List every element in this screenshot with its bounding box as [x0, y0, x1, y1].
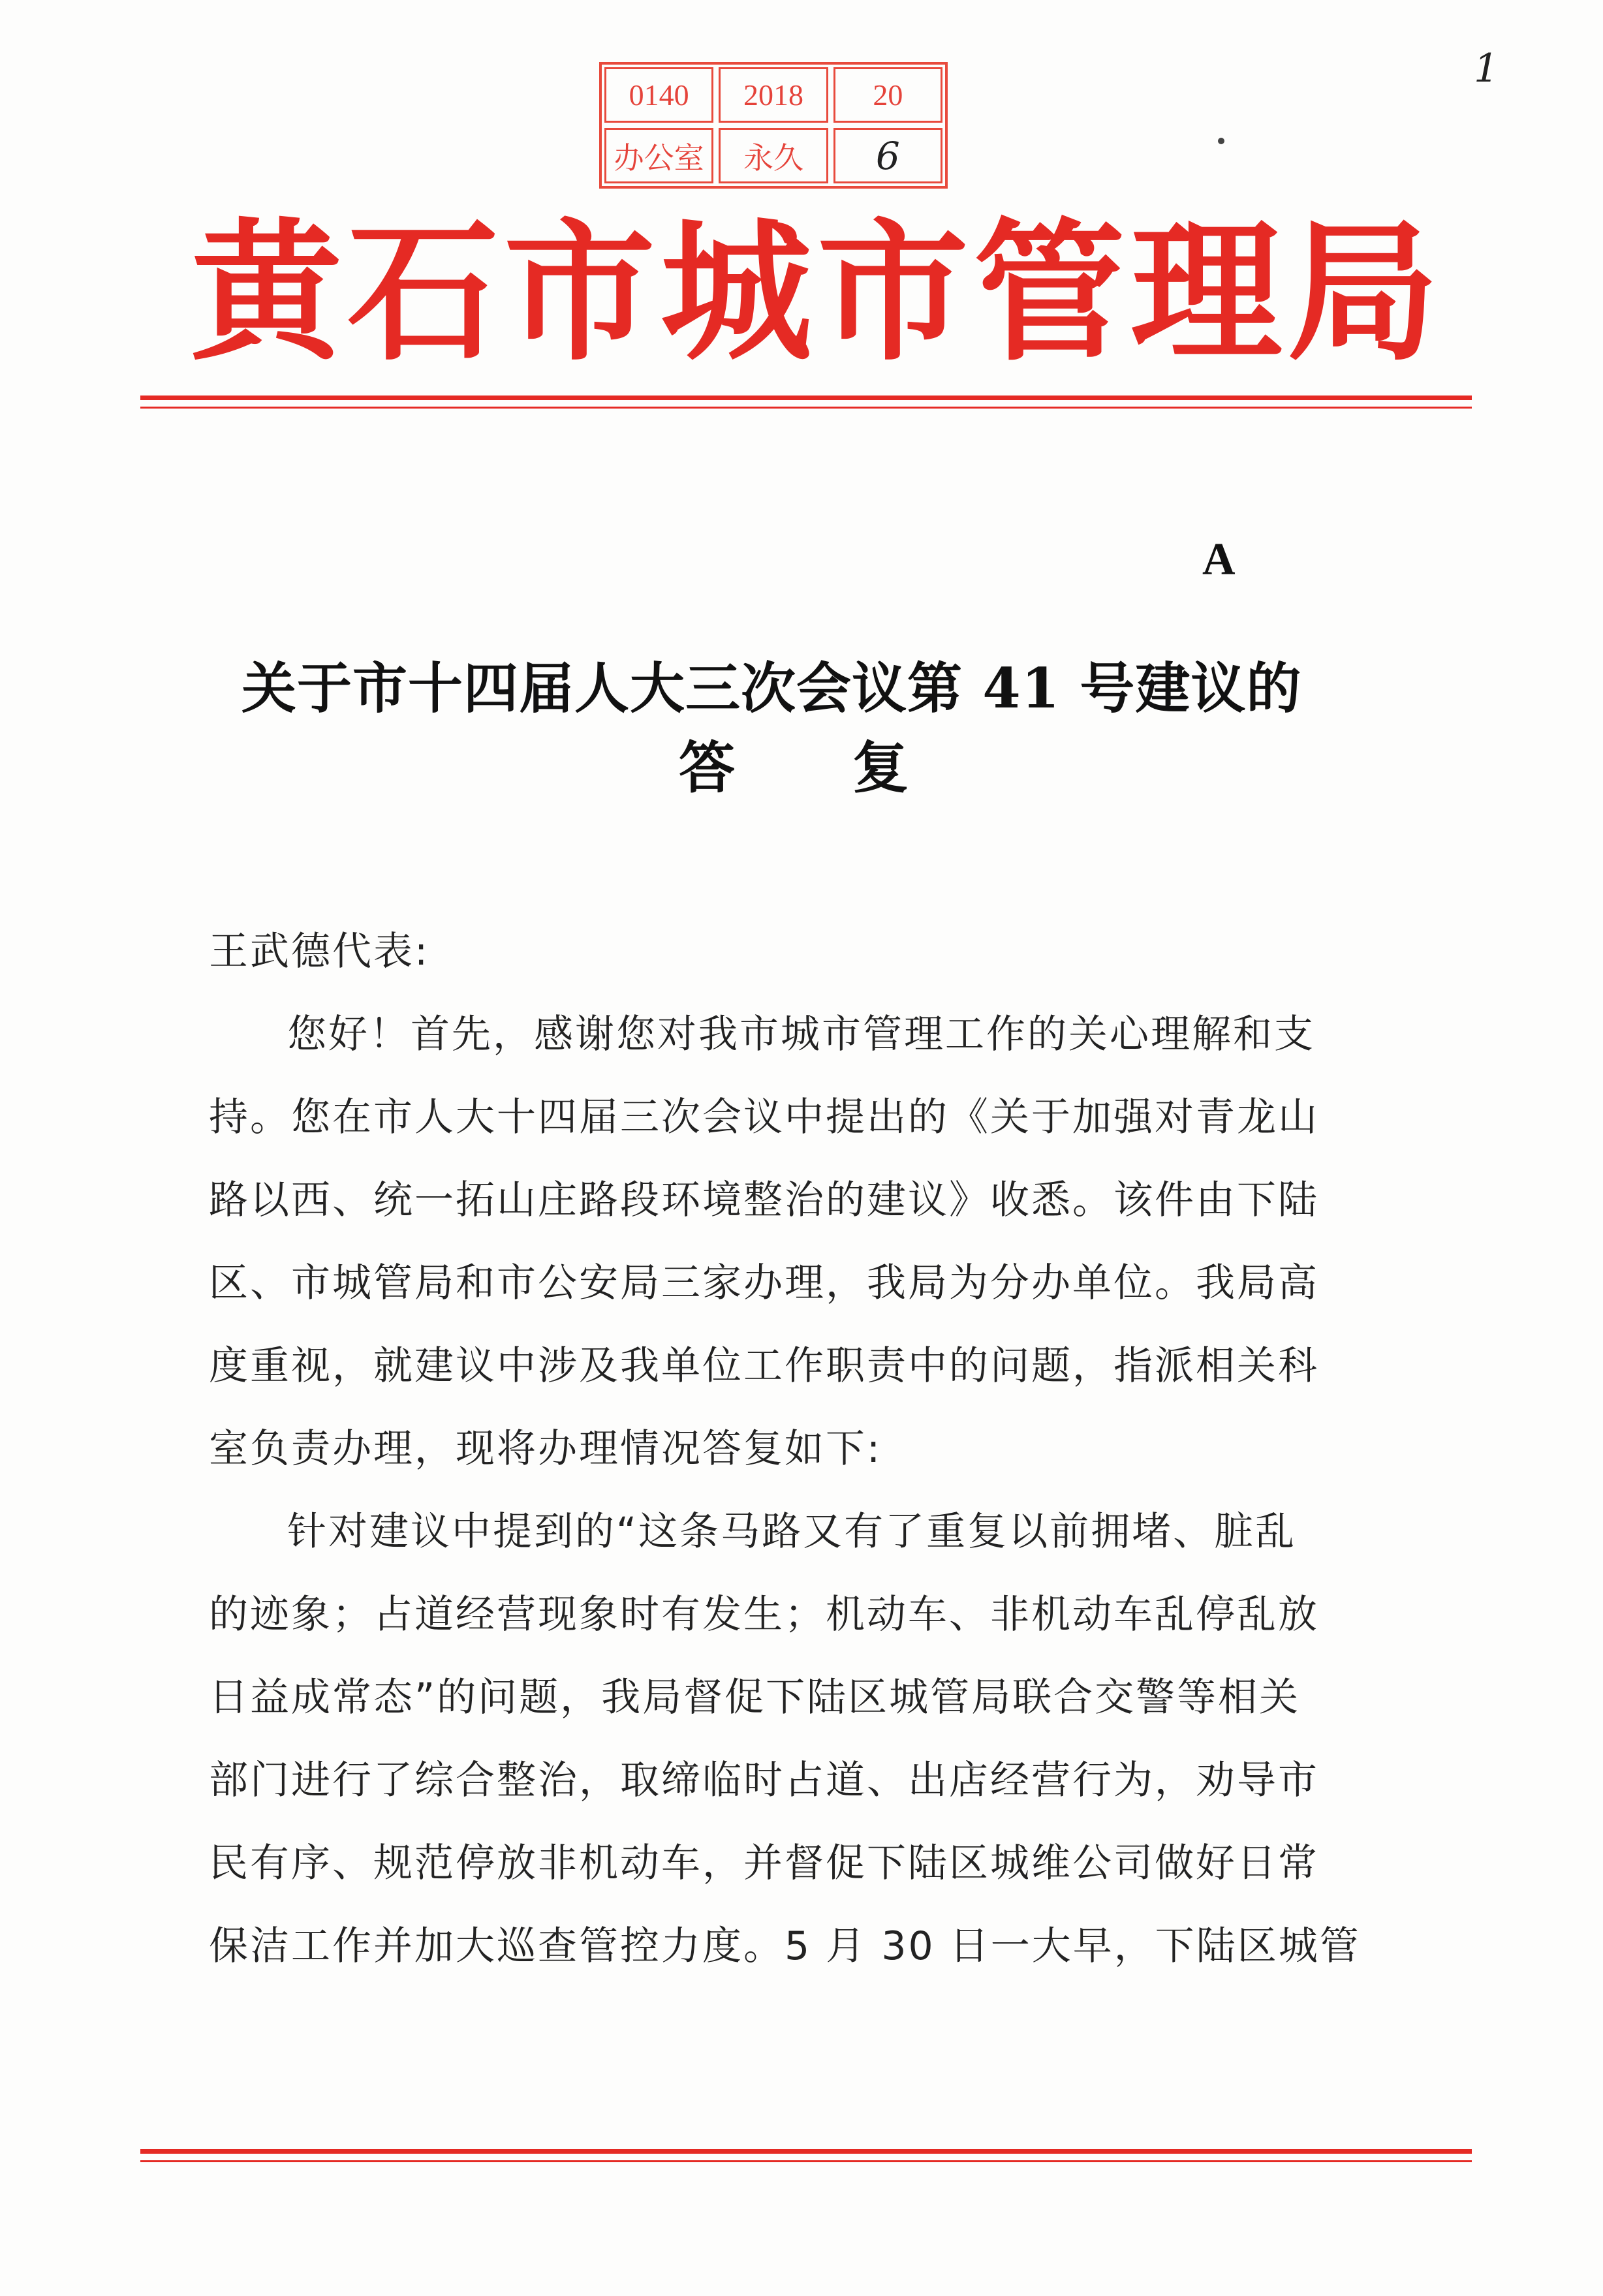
salutation: 王武德代表: — [209, 929, 430, 974]
letterhead-rule-thick — [140, 396, 1472, 400]
letterhead-organization: 黄石市城市管理局 — [191, 203, 1444, 381]
ink-dot — [1218, 138, 1224, 144]
stamp-category-code: 0140 — [604, 67, 713, 123]
body-line: 室负责办理，现将办理情况答复如下: — [209, 1426, 882, 1472]
handwritten-page-number: 1 — [1474, 46, 1499, 91]
body-line: 的迹象；占道经营现象时有发生；机动车、非机动车乱停乱放 — [209, 1592, 1319, 1637]
body-line: 日益成常态”的问题，我局督促下陆区城管局联合交警等相关 — [209, 1675, 1301, 1720]
stamp-department: 办公室 — [604, 128, 713, 183]
body-line: 民有序、规范停放非机动车，并督促下陆区城维公司做好日常 — [209, 1840, 1319, 1886]
letterhead-rule-thin — [140, 407, 1472, 409]
body-line: 针对建议中提到的“这条马路又有了重复以前拥堵、脏乱 — [287, 1509, 1297, 1555]
stamp-year: 2018 — [719, 67, 828, 123]
body-line: 区、市城管局和市公安局三家办理，我局为分办单位。我局高 — [209, 1260, 1319, 1306]
body-line: 保洁工作并加大巡查管控力度。5 月 30 日一大早，下陆区城管 — [209, 1923, 1361, 1969]
body-line: 您好！首先，感谢您对我市城市管理工作的关心理解和支 — [287, 1012, 1315, 1057]
document-title-line1: 关于市十四届人大三次会议第 41 号建议的 — [241, 656, 1302, 721]
document-title-line2: 答复 — [679, 735, 1026, 801]
body-line: 持。您在市人大十四届三次会议中提出的《关于加强对青龙山 — [209, 1094, 1319, 1140]
stamp-retention: 永久 — [719, 128, 828, 183]
body-line: 部门进行了综合整治，取缔临时占道、出店经营行为，劝导市 — [209, 1758, 1319, 1803]
footer-rule-thin — [140, 2160, 1472, 2162]
stamp-item-number: 6 — [833, 128, 942, 183]
footer-rule-thick — [140, 2149, 1472, 2154]
archive-stamp — [599, 62, 948, 189]
document-body — [209, 910, 1410, 1988]
reply-grade-mark: A — [1202, 535, 1236, 585]
body-line: 度重视，就建议中涉及我单位工作职责中的问题，指派相关科 — [209, 1343, 1319, 1389]
body-line: 路以西、统一拓山庄路段环境整治的建议》收悉。该件由下陆 — [209, 1177, 1319, 1223]
stamp-volume: 20 — [833, 67, 942, 123]
